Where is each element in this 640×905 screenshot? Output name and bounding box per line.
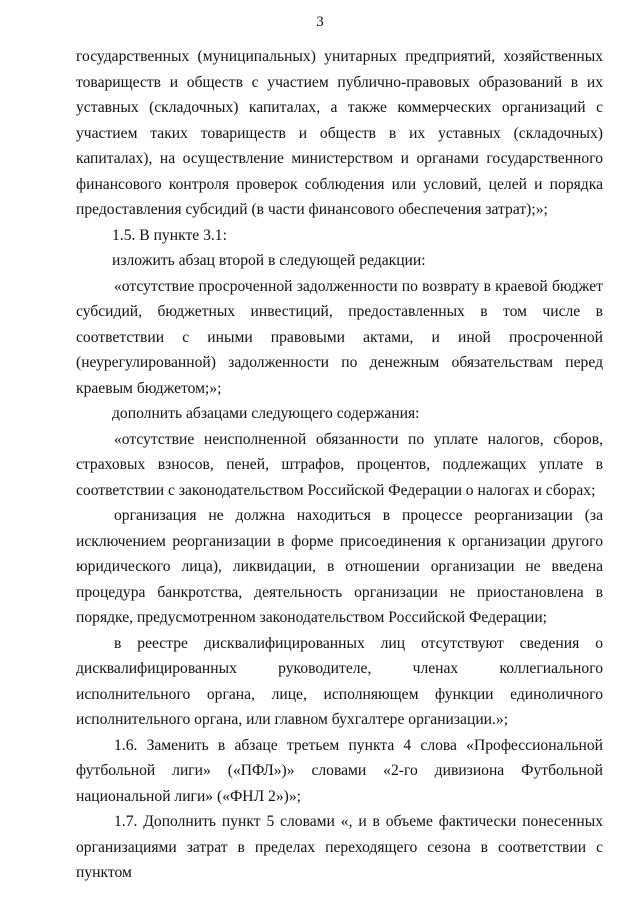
- paragraph-9: 1.6. Заменить в абзаце третьем пункта 4 слова «Профессиональной футбольной лиги» («ПФЛ»)» словами «2-го дивизиона Футбольной национальной лиги» («ФНЛ 2»)»;: [76, 736, 603, 805]
- paragraph-5: дополнить абзацами следующего содержания:: [112, 405, 420, 422]
- page-number: 3: [316, 14, 324, 30]
- paragraph-8: в реестре дисквалифицированных лиц отсутствуют сведения о дисквалифицированных руководителе, членах коллегиального исполнительного органа, лице, исполняющем функции единоличного исполнительного органа, или главном бухгалтере организации.»;: [76, 634, 603, 728]
- paragraph-7: организация не должна находиться в процессе реорганизации (за исключением реорганизации в форме присоединения к организации другого юридического лица), ликвидации, в отношении организации не введена процедура банкротства, деятельность организации не приостановлена в порядке, предусмотренном законодательством Российской Федерации;: [76, 507, 603, 626]
- paragraph-10: 1.7. Дополнить пункт 5 словами «, и в объеме фактически понесенных организациями затрат в пределах переходящего сезона в соответствии с пунктом: [76, 813, 603, 881]
- paragraph-1: государственных (муниципальных) унитарных предприятий, хозяйственных товариществ и обществ с участием публично-правовых образований в их уставных (складочных) капиталах, а также коммерческих организаций с участием таких товариществ и обществ в их уставных (складочных) капиталах), на осуществление министерством и органами государственного финансового контроля проверок соблюдения или условий, целей и порядка предоставления субсидий (в части финансового обеспечения затрат);»;: [76, 48, 603, 218]
- paragraph-3: изложить абзац второй в следующей редакции:: [112, 252, 426, 269]
- paragraph-2: 1.5. В пункте 3.1:: [112, 226, 227, 244]
- document-body: [76, 44, 603, 886]
- paragraph-4: «отсутствие просроченной задолженности по возврату в краевой бюджет субсидий, бюджетных инвестиций, предоставленных в том числе в соответствии с иными правовыми актами, и иной просроченной (неурегулированной) задолженности по денежным обязательствам перед краевым бюджетом;»;: [76, 277, 603, 397]
- paragraph-6: «отсутствие неисполненной обязанности по уплате налогов, сборов, страховых взносов, пеней, штрафов, процентов, подлежащих уплате в соответствии с законодательством Российской Федерации о налогах и сборах;: [76, 430, 603, 499]
